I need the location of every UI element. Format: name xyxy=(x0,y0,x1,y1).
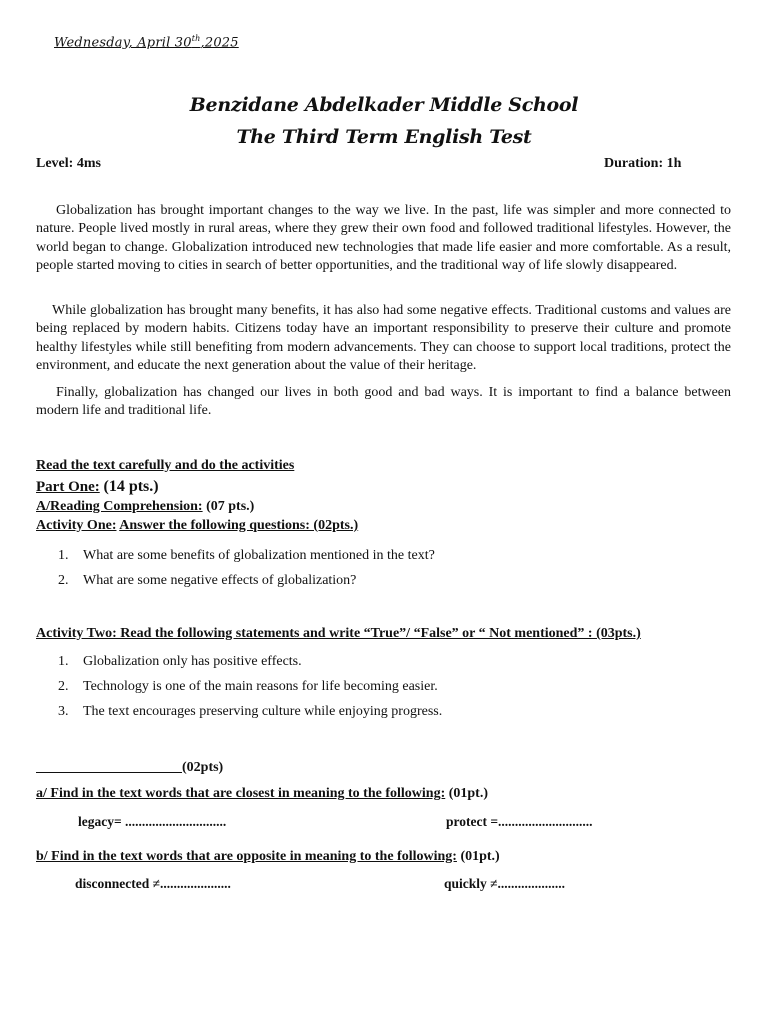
read-instruction: Read the text carefully and do the activities xyxy=(36,458,295,473)
part-one-label: Part One: xyxy=(36,479,100,495)
disconnected-field[interactable]: disconnected ≠..................... xyxy=(75,876,231,891)
vocabulary-points: (02pts) xyxy=(182,760,224,775)
list-item: 1. Globalization only has positive effects. xyxy=(58,654,302,669)
paragraph-3-text: Finally, globalization has changed our lives in both good and bad ways. It is important to find a balance between modern life and traditional life. xyxy=(36,385,731,419)
protect-field[interactable]: protect =............................ xyxy=(446,814,593,829)
activity-one-heading xyxy=(36,518,358,534)
heading-blank xyxy=(36,758,182,773)
vocab-a-label: a/ Find in the text words that are closest in meaning to the following: xyxy=(36,786,446,801)
reading-comprehension-heading xyxy=(36,499,254,515)
test-title: The Third Term English Test xyxy=(236,126,532,148)
activity-two-list xyxy=(36,653,442,728)
reading-label: A/Reading Comprehension: xyxy=(36,499,203,514)
paragraph-3 xyxy=(36,384,731,421)
part-one-heading xyxy=(36,478,159,496)
list-item: 2. Technology is one of the main reasons for life becoming easier. xyxy=(58,679,438,694)
activity-two-heading: Activity Two: Read the following statements and write “True”/ “False” or “ Not mentioned” : (03pts.) xyxy=(36,626,641,641)
date-superscript: th xyxy=(191,34,201,43)
date-text: Wednesday, April 30 xyxy=(54,35,192,51)
duration-label: Duration: 1h xyxy=(604,156,682,171)
vocab-b-points: (01pt.) xyxy=(460,849,500,864)
vocab-b-heading xyxy=(36,849,500,865)
legacy-field[interactable]: legacy= .............................. xyxy=(78,814,227,829)
vocab-b-label: b/ Find in the text words that are opposite in meaning to the following: xyxy=(36,849,457,864)
vocab-a-heading xyxy=(36,786,488,802)
activity-one-list xyxy=(36,547,435,597)
activity-one-label: Activity One: xyxy=(36,518,117,533)
date-line xyxy=(54,34,239,50)
paragraph-2 xyxy=(36,302,731,375)
vocabulary-heading xyxy=(36,758,223,776)
list-item: 2. What are some negative effects of globalization? xyxy=(58,573,357,588)
vocab-a-points: (01pt.) xyxy=(448,786,489,801)
date-year: ,2025 xyxy=(200,35,239,51)
list-item: 3. The text encourages preserving culture while enjoying progress. xyxy=(58,704,443,719)
paragraph-1 xyxy=(36,202,731,275)
part-one-points: (14 pts.) xyxy=(103,478,159,495)
quickly-field[interactable]: quickly ≠.................... xyxy=(444,876,566,891)
list-item: 1. What are some benefits of globalization mentioned in the text? xyxy=(58,548,435,563)
activity-one-text: Answer the following questions: (02pts.) xyxy=(119,518,359,533)
level-label: Level: 4ms xyxy=(36,156,101,171)
reading-points: (07 pts.) xyxy=(206,499,255,514)
paragraph-2-text: While globalization has brought many benefits, it has also had some negative effects. Traditional customs and values are being replaced by modern habits. Citizens today have an important responsibility to preserve their culture and promote healthy lifestyles while still benefiting from modern advancements. They can choose to support local traditions, protect the environment, and educate the next generation about the value of their heritage. xyxy=(36,303,731,373)
paragraph-1-text: Globalization has brought important changes to the way we live. In the past, life was simpler and more connected to nature. People lived mostly in rural areas, where they grew their own food and followed traditional lifestyles. However, the world began to change. Globalization introduced new technologies that made life easier and more comfortable. As a result, people started moving to cities in search of better opportunities, and the traditional way of life slowly disappeared. xyxy=(36,203,731,273)
school-name: Benzidane Abdelkader Middle School xyxy=(189,94,579,116)
